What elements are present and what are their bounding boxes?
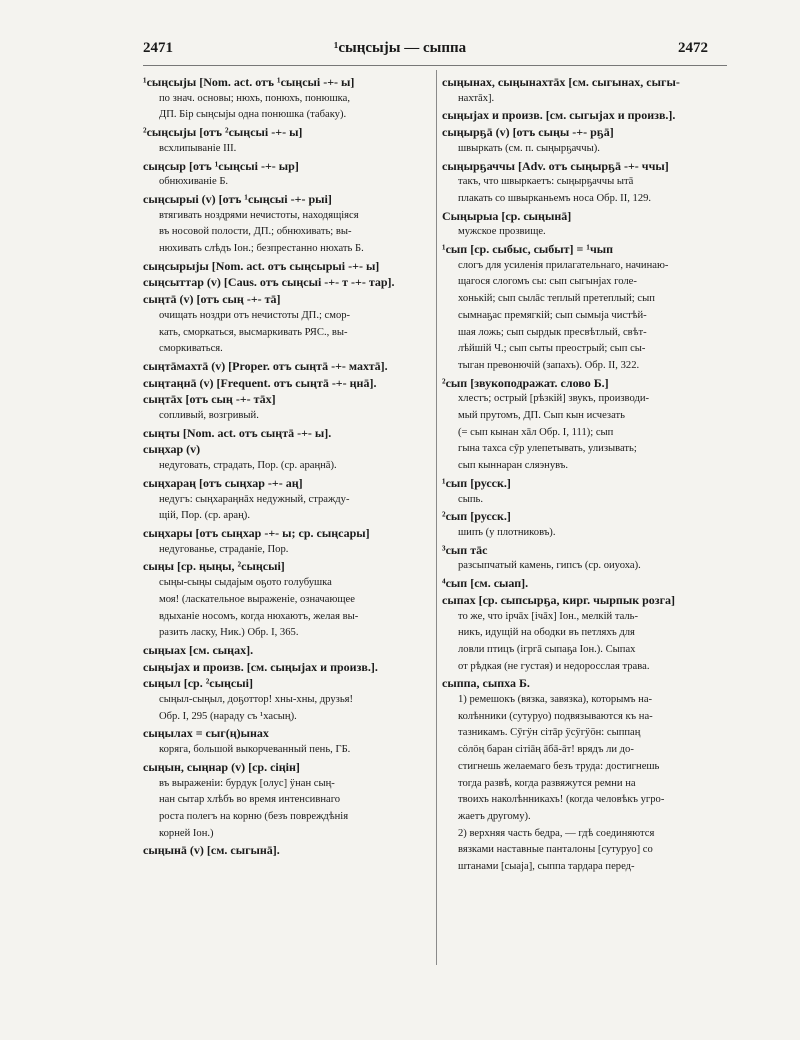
dictionary-entry: [143, 659, 431, 676]
entry-headword: сыңсыттар (v) [Caus. отъ сыңсыі -+- т -+- тар].: [143, 275, 395, 290]
entry-definition-line: мужское прозвище.: [458, 226, 546, 238]
dictionary-entry: [442, 675, 732, 875]
entry-headword: сыңхар (v): [143, 442, 201, 457]
entry-headword: сыңтāх [отъ сың -+- тāх]: [143, 392, 276, 407]
entry-definition-line: сӧлӧң баран сітіāң āбā-āт! врядъ ли до-: [458, 744, 634, 756]
entry-definition-line: щій, Пор. (ср. араң).: [159, 510, 250, 522]
entry-headword: сыңсыр [отъ ¹сыңсыі -+- ыр]: [143, 158, 299, 173]
entry-definition-line: жаетъ другому).: [458, 810, 531, 822]
page-number-right: 2472: [678, 40, 708, 56]
entry-definition-line: швыркать (см. п. сыңырҕаччы).: [458, 142, 600, 154]
entry-definition-line: (= сып кынан хāл Обр. I, 111); сып: [458, 426, 614, 438]
entry-headword: сыңтаңнā (v) [Frequent. отъ сыңтā -+- ңнā].: [143, 375, 377, 390]
entry-headword: ⁴сып [см. сыап].: [442, 576, 529, 591]
entry-definition-line: разсыпчатый камень, гипсъ (ср. оиуоха).: [458, 560, 641, 572]
entry-definition-line: штанами [сыаја], сыппа тардара перед-: [458, 861, 635, 873]
entry-definition-line: въ носовой полости, ДП.; обнюхивать; вы-: [159, 226, 352, 238]
entry-definition-line: 2) верхняя часть бедра, — гдѣ соединяются: [458, 827, 655, 839]
dictionary-entry: [442, 542, 732, 575]
entry-headword: сыңхары [отъ сыңхар -+- ы; ср. сыңсары]: [143, 525, 370, 540]
entry-definition-line: никъ, идущій на ободки въ петляхъ для: [458, 627, 635, 639]
entry-headword: сыңыјах и произв. [см. сыгыјах и произв.].: [442, 108, 676, 123]
entry-definition-line: ловли птицъ (ігргā сыпаҕа Іон.). Сыпах: [458, 643, 636, 655]
entry-definition-line: шипъ (у плотниковъ).: [458, 526, 556, 538]
entry-headword: сыңын, сыңнар (v) [ср. сіңін]: [143, 759, 300, 774]
dictionary-entry: [442, 475, 732, 508]
dictionary-entry: [143, 191, 431, 258]
dictionary-entry: [442, 74, 732, 107]
dictionary-entry: [143, 558, 431, 642]
entry-definition-line: всхлипываніе III.: [159, 142, 237, 154]
entry-definition-line: хлестъ; острый [рѣзкій] звукъ, производи-: [458, 393, 650, 405]
dictionary-entry: [143, 358, 431, 375]
entry-definition-line: лѣйшій Ч.; сып сыты преострый; сып сы-: [458, 343, 646, 355]
dictionary-entry: [143, 842, 431, 859]
running-title: ¹сыңсыјы — сыппа: [333, 40, 467, 56]
entry-headword: ²сып [звукоподражат. слово Б.]: [442, 375, 609, 390]
entry-definition-line: сыпь.: [458, 493, 483, 505]
entry-definition-line: то же, что ірчāх [ічāх] Іон., мелкій таль-: [458, 610, 639, 622]
dictionary-entry: [143, 258, 431, 275]
entry-definition-line: плакать со швырканьемъ носа Обр. II, 129.: [458, 192, 652, 204]
dictionary-entry: [143, 158, 431, 191]
entry-definition-line: недугъ: сыңхараңнāх недужный, стражду-: [159, 493, 350, 505]
dictionary-entry: [442, 592, 732, 676]
dictionary-entry: [143, 525, 431, 558]
entry-definition-line: нюхивать слѣдъ Іон.; безпрестанно нюхать Б.: [159, 243, 364, 255]
dictionary-entry: [143, 759, 431, 843]
entry-definition-line: роста полегъ на корню (безъ повреждѣнія: [159, 810, 349, 822]
dictionary-entry: [143, 291, 431, 358]
dictionary-entry: [442, 575, 732, 592]
entry-definition-line: недугованье, страданіе, Пор.: [159, 543, 289, 555]
entry-definition-line: сопливый, возгривый.: [159, 410, 259, 422]
entry-definition-line: мый прутомъ, ДП. Сып кын исчезать: [458, 410, 625, 422]
entry-definition-line: тазникамъ. Сӯгӱн сітāр ӱсӱгӱӧн: сыппаң: [458, 727, 641, 739]
entry-definition-line: такъ, что швыркаетъ: сыңырҕаччы ытā: [458, 176, 634, 188]
entry-definition-line: кать, сморкаться, высмаркивать РЯС., вы-: [159, 326, 348, 338]
entry-definition-line: тогда развѣ, когда развяжутся ремни на: [458, 777, 636, 789]
right-column: [442, 74, 732, 876]
dictionary-entry: [143, 274, 431, 291]
dictionary-entry: [143, 642, 431, 659]
entry-headword: ²сыңсыјы [отъ ²сыңсыі -+- ы]: [143, 125, 303, 140]
entry-headword: ¹сып [русск.]: [442, 475, 511, 490]
page-header: [0, 40, 800, 62]
dictionary-entry: [442, 208, 732, 241]
entry-definition-line: колѣнники (сутуруо) подвязываются къ на-: [458, 710, 653, 722]
entry-headword: сыңсырыјы [Nom. act. отъ сыңсырыі -+- ы]: [143, 258, 380, 273]
entry-headword: сыңтā (v) [отъ сың -+- тā]: [143, 292, 281, 307]
dictionary-entry: [143, 74, 431, 124]
dictionary-entry: [442, 241, 732, 375]
entry-definition-line: вдыханіе носомъ, когда нюхаютъ, желая вы-: [159, 610, 359, 622]
entry-definition-line: вязками наставные панталоны [сутуруо] со: [458, 844, 653, 856]
entry-definition-line: тыган превонючій (запахъ). Обр. II, 322.: [458, 359, 640, 371]
entry-definition-line: щагося слогомъ сы: сып сыгынјах голе-: [458, 276, 637, 288]
page-number-left: 2471: [143, 40, 173, 56]
entry-headword: сыңынах, сыңынахтāх [см. сыгынах, сыгы-: [442, 75, 680, 89]
entry-headword: сыңырҕā (v) [отъ сыңы -+- рҕā]: [442, 125, 614, 140]
column-divider: [436, 70, 437, 965]
entry-definition-line: коряга, большой выкорчеванный пень, ГБ.: [159, 744, 351, 756]
entry-definition-line: сымнаҕас премягкій; сып сымыја чистѣй-: [458, 309, 647, 321]
entry-definition-line: нан сытар хлѣбъ во время интенсивнаго: [159, 794, 341, 806]
entry-headword: ³сып тāс: [442, 542, 488, 557]
dictionary-entry: [143, 391, 431, 424]
dictionary-entry: [442, 158, 732, 208]
entry-definition-line: разить ласку, Ник.) Обр. I, 365.: [159, 627, 299, 639]
entry-definition-line: очищать ноздри отъ нечистоты ДП.; смор-: [159, 309, 351, 321]
dictionary-entry: [442, 375, 732, 475]
entry-definition-line: твоихъ наколѣнникахъ! (когда человѣкъ угро-: [458, 794, 665, 806]
entry-definition-line: сыңыл-сыңыл, доҕоттор! хны-хны, друзья!: [159, 694, 354, 706]
dictionary-entry: [442, 107, 732, 124]
entry-headword: сыңы [ср. ңыңы, ²сыңсыі]: [143, 559, 285, 574]
entry-headword: сыңты [Nom. act. отъ сыңтā -+- ы].: [143, 425, 332, 440]
entry-headword: сыңыах [см. сыңах].: [143, 642, 254, 657]
entry-definition-line: моя! (ласкательное выраженіе, означающее: [159, 593, 355, 605]
entry-definition-line: корней Іон.): [159, 827, 214, 839]
entry-definition-line: по знач. основы; нюхъ, понюхъ, понюшка,: [159, 92, 350, 104]
entry-headword: сыппа, сыпха Б.: [442, 676, 530, 691]
dictionary-entry: [143, 425, 431, 442]
entry-definition-line: 1) ремешокъ (вязка, завязка), которымъ на-: [458, 694, 653, 706]
entry-headword: сыңылах = сыг(ң)ынах: [143, 726, 269, 741]
entry-headword: сыңхараң [отъ сыңхар -+- аң]: [143, 475, 303, 490]
entry-headword: сыңырҕаччы [Adv. отъ сыңырҕā -+- ччы]: [442, 158, 669, 173]
entry-headword: Сыңырыа [ср. сыңынā]: [442, 208, 572, 223]
entry-headword: сыңсырыі (v) [отъ ¹сыңсыі -+- рыі]: [143, 191, 332, 206]
entry-headword: ²сып [русск.]: [442, 509, 511, 524]
entry-definition-line: втягивать ноздрями нечистоты, находящіяся: [159, 209, 359, 221]
dictionary-entry: [442, 124, 732, 157]
entry-headword: сыңыл [ср. ²сыңсыі]: [143, 676, 253, 691]
entry-definition-line: сморкиваться.: [159, 343, 223, 355]
dictionary-entry: [143, 475, 431, 525]
dictionary-entry: [143, 675, 431, 725]
entry-headword: сыпах [ср. сыпсырҕа, кирг. чырпык розга]: [442, 592, 676, 607]
dictionary-entry: [143, 375, 431, 392]
entry-headword: сыңынā (v) [см. сыгынā].: [143, 843, 280, 858]
dictionary-entry: [143, 124, 431, 157]
entry-headword: сыңыјах и произв. [см. сыңыјах и произв.].: [143, 659, 378, 674]
entry-definition-line: ДП. Бір сыңсыјы одна понюшка (табаку).: [159, 109, 347, 121]
header-rule: [143, 65, 727, 66]
entry-definition-line: Обр. I, 295 (нараду съ ¹хасың).: [159, 710, 297, 722]
entry-definition-line: слогъ для усиленія прилагательнаго, начинаю-: [458, 259, 669, 271]
entry-definition-line: стигнешь желаемаго безъ труда: достигнешь: [458, 760, 660, 772]
entry-definition-line: от рѣдкая (не густая) и недоросслая трава.: [458, 660, 650, 672]
entry-definition-line: нахтāх].: [458, 92, 495, 104]
entry-headword: сыңтāмахтā (v) [Proper. отъ сыңтā -+- махтā].: [143, 358, 388, 373]
entry-definition-line: недуговать, страдать, Пор. (ср. араңнā).: [159, 460, 337, 472]
entry-definition-line: обнюхиваніе Б.: [159, 176, 229, 188]
dictionary-entry: [143, 725, 431, 758]
entry-definition-line: сыңы-сыңы сыдајым оҕото голубушка: [159, 577, 332, 589]
dictionary-entry: [442, 508, 732, 541]
entry-headword: ¹сып [ср. сыбыс, сыбыт] = ¹чып: [442, 242, 614, 257]
dictionary-entry: [143, 441, 431, 474]
left-column: [143, 74, 431, 859]
entry-definition-line: гына тахса сӯр улепетывать, улизывать;: [458, 443, 637, 455]
entry-definition-line: сып кыннаран сляэнувъ.: [458, 460, 568, 472]
entry-definition-line: хонькій; сып сылāс теплый претеплый; сып: [458, 293, 655, 305]
entry-definition-line: въ выраженіи: бурдук [олус] ӱнан сың-: [159, 777, 335, 789]
entry-definition-line: шая ложь; сып сырдык пресвѣтлый, свѣт-: [458, 326, 647, 338]
entry-headword: ¹сыңсыјы [Nom. act. отъ ¹сыңсыі -+- ы]: [143, 75, 355, 89]
